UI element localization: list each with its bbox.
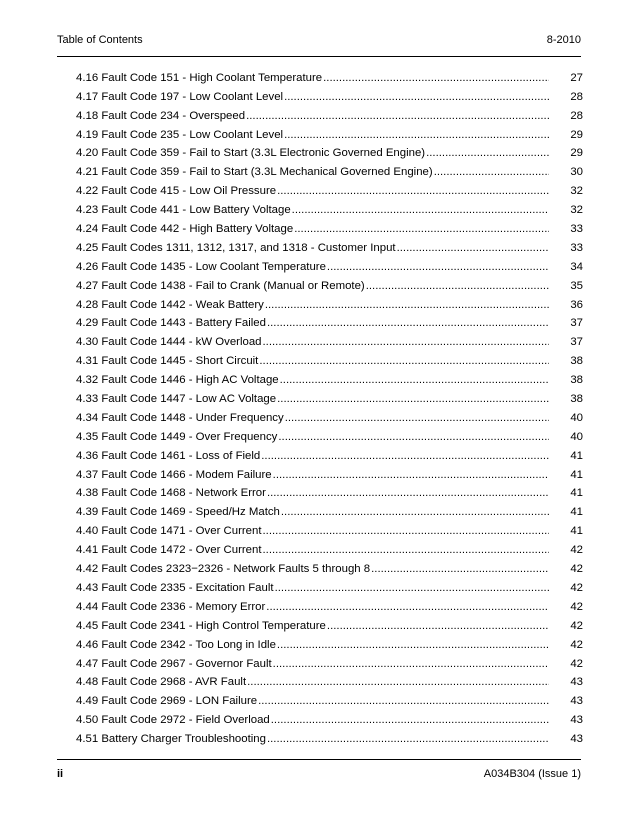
toc-entry-title: 4.21 Fault Code 359 - Fail to Start (3.3L Mechanical Governed Engine) bbox=[76, 166, 433, 179]
toc-dot-leader bbox=[277, 638, 549, 652]
toc-entry-title: 4.24 Fault Code 442 - High Battery Voltage bbox=[76, 223, 294, 236]
toc-dot-leader bbox=[284, 128, 549, 142]
toc-entry-title: 4.18 Fault Code 234 - Overspeed bbox=[76, 109, 246, 122]
toc-dot-leader bbox=[263, 335, 549, 349]
toc-dot-leader bbox=[246, 109, 549, 123]
footer-divider bbox=[57, 759, 581, 760]
toc-dot-leader bbox=[366, 279, 549, 293]
toc-entry-title: 4.47 Fault Code 2967 - Governor Fault bbox=[76, 657, 272, 670]
toc-entry-page: 27 bbox=[570, 71, 583, 84]
toc-entry-page: 42 bbox=[570, 581, 583, 594]
toc-entry[interactable] bbox=[76, 614, 583, 633]
toc-dot-leader bbox=[266, 600, 549, 614]
toc-entry-title: 4.37 Fault Code 1466 - Modem Failure bbox=[76, 468, 272, 481]
toc-entry-page: 34 bbox=[570, 260, 583, 273]
toc-entry-page: 38 bbox=[570, 393, 583, 406]
toc-entry-title: 4.42 Fault Codes 2323−2326 - Network Faults 5 through 8 bbox=[76, 563, 371, 576]
toc-entry-title: 4.19 Fault Code 235 - Low Coolant Level bbox=[76, 128, 284, 141]
toc-entry-page: 38 bbox=[570, 355, 583, 368]
toc-dot-leader bbox=[267, 316, 549, 330]
page-header bbox=[57, 32, 581, 48]
toc-entry-page: 32 bbox=[570, 185, 583, 198]
toc-entry-page: 42 bbox=[570, 600, 583, 613]
toc-entry[interactable] bbox=[76, 519, 583, 538]
toc-entry-page: 41 bbox=[570, 487, 583, 500]
toc-entry[interactable] bbox=[76, 236, 583, 255]
toc-entry[interactable] bbox=[76, 312, 583, 331]
toc-entry-page: 41 bbox=[570, 449, 583, 462]
toc-dot-leader bbox=[292, 203, 549, 217]
toc-dot-leader bbox=[323, 71, 549, 85]
toc-entry-title: 4.50 Fault Code 2972 - Field Overload bbox=[76, 714, 270, 727]
toc-entry-page: 37 bbox=[570, 317, 583, 330]
toc-dot-leader bbox=[275, 581, 549, 595]
toc-entry-title: 4.40 Fault Code 1471 - Over Current bbox=[76, 525, 262, 538]
toc-dot-leader bbox=[327, 619, 549, 633]
toc-entry[interactable] bbox=[76, 66, 583, 85]
toc-entry-page: 33 bbox=[570, 223, 583, 236]
toc-entry[interactable] bbox=[76, 179, 583, 198]
toc-dot-leader bbox=[267, 486, 549, 500]
toc-entry[interactable] bbox=[76, 85, 583, 104]
page-footer bbox=[57, 766, 581, 782]
toc-entry[interactable] bbox=[76, 349, 583, 368]
toc-entry-page: 29 bbox=[570, 128, 583, 141]
toc-dot-leader bbox=[277, 392, 549, 406]
toc-dot-leader bbox=[327, 260, 549, 274]
header-divider bbox=[57, 56, 581, 57]
toc-entry[interactable] bbox=[76, 538, 583, 557]
toc-entry-page: 40 bbox=[570, 430, 583, 443]
toc-dot-leader bbox=[273, 468, 549, 482]
toc-entry[interactable] bbox=[76, 482, 583, 501]
toc-entry-title: 4.16 Fault Code 151 - High Coolant Temperature bbox=[76, 71, 323, 84]
toc-entry[interactable] bbox=[76, 463, 583, 482]
toc-entry[interactable] bbox=[76, 576, 583, 595]
toc-entry[interactable] bbox=[76, 274, 583, 293]
toc-dot-leader bbox=[397, 241, 549, 255]
toc-entry-page: 41 bbox=[570, 525, 583, 538]
toc-entry-page: 43 bbox=[570, 733, 583, 746]
toc-entry[interactable] bbox=[76, 727, 583, 746]
toc-entry-title: 4.30 Fault Code 1444 - kW Overload bbox=[76, 336, 262, 349]
toc-entry-page: 40 bbox=[570, 411, 583, 424]
toc-entry-page: 42 bbox=[570, 657, 583, 670]
toc-entry-title: 4.41 Fault Code 1472 - Over Current bbox=[76, 544, 262, 557]
toc-entry[interactable] bbox=[76, 425, 583, 444]
toc-entry[interactable] bbox=[76, 160, 583, 179]
toc-entry-title: 4.51 Battery Charger Troubleshooting bbox=[76, 733, 266, 746]
header-section-title: Table of Contents bbox=[57, 34, 143, 46]
toc-entry-title: 4.23 Fault Code 441 - Low Battery Voltage bbox=[76, 204, 291, 217]
toc-dot-leader bbox=[271, 713, 549, 727]
toc-dot-leader bbox=[247, 675, 549, 689]
toc-entry-title: 4.28 Fault Code 1442 - Weak Battery bbox=[76, 298, 264, 311]
toc-entry-page: 41 bbox=[570, 506, 583, 519]
toc-entry-title: 4.32 Fault Code 1446 - High AC Voltage bbox=[76, 374, 279, 387]
toc-entry[interactable] bbox=[76, 368, 583, 387]
toc-entry-title: 4.26 Fault Code 1435 - Low Coolant Temperature bbox=[76, 260, 326, 273]
toc-entry[interactable] bbox=[76, 123, 583, 142]
toc-dot-leader bbox=[294, 222, 549, 236]
toc-entry-title: 4.36 Fault Code 1461 - Loss of Field bbox=[76, 449, 261, 462]
toc-dot-leader bbox=[261, 449, 549, 463]
toc-dot-leader bbox=[284, 90, 549, 104]
toc-dot-leader bbox=[259, 354, 549, 368]
toc-entry[interactable] bbox=[76, 652, 583, 671]
toc-entry-page: 33 bbox=[570, 241, 583, 254]
toc-dot-leader bbox=[426, 146, 549, 160]
toc-entry[interactable] bbox=[76, 255, 583, 274]
toc-entry-page: 43 bbox=[570, 676, 583, 689]
toc-entry[interactable] bbox=[76, 689, 583, 708]
toc-dot-leader bbox=[267, 732, 549, 746]
toc-entry[interactable] bbox=[76, 104, 583, 123]
toc-entry-page: 36 bbox=[570, 298, 583, 311]
header-date: 8-2010 bbox=[546, 34, 581, 46]
toc-entry-page: 35 bbox=[570, 279, 583, 292]
toc-entry[interactable] bbox=[76, 406, 583, 425]
toc-entry-title: 4.48 Fault Code 2968 - AVR Fault bbox=[76, 676, 247, 689]
toc-entry-page: 41 bbox=[570, 468, 583, 481]
toc-entry-page: 42 bbox=[570, 638, 583, 651]
toc-entry-title: 4.39 Fault Code 1469 - Speed/Hz Match bbox=[76, 506, 280, 519]
toc-entry-title: 4.31 Fault Code 1445 - Short Circuit bbox=[76, 355, 259, 368]
toc-dot-leader bbox=[285, 411, 549, 425]
toc-entry-page: 42 bbox=[570, 619, 583, 632]
toc-entry-page: 32 bbox=[570, 204, 583, 217]
toc-entry[interactable] bbox=[76, 293, 583, 312]
toc-entry-page: 38 bbox=[570, 374, 583, 387]
toc-entry[interactable] bbox=[76, 444, 583, 463]
toc-dot-leader bbox=[281, 505, 549, 519]
toc-entry-page: 37 bbox=[570, 336, 583, 349]
toc-entry[interactable] bbox=[76, 330, 583, 349]
toc-entry-title: 4.33 Fault Code 1447 - Low AC Voltage bbox=[76, 393, 277, 406]
toc-dot-leader bbox=[280, 373, 549, 387]
toc-entry[interactable] bbox=[76, 198, 583, 217]
footer-document-id: A034B304 (Issue 1) bbox=[483, 768, 581, 780]
toc-entry-title: 4.25 Fault Codes 1311, 1312, 1317, and 1318 - Customer Input bbox=[76, 241, 396, 254]
toc-entry-title: 4.35 Fault Code 1449 - Over Frequency bbox=[76, 430, 278, 443]
toc-entry[interactable] bbox=[76, 142, 583, 161]
footer-page-number: ii bbox=[57, 768, 64, 780]
toc-entry-title: 4.38 Fault Code 1468 - Network Error bbox=[76, 487, 266, 500]
toc-entry[interactable] bbox=[76, 500, 583, 519]
toc-dot-leader bbox=[273, 657, 549, 671]
toc-dot-leader bbox=[263, 543, 549, 557]
toc-entry-title: 4.20 Fault Code 359 - Fail to Start (3.3L Electronic Governed Engine) bbox=[76, 147, 426, 160]
toc-entry[interactable] bbox=[76, 633, 583, 652]
toc-dot-leader bbox=[278, 430, 549, 444]
toc-entry-title: 4.46 Fault Code 2342 - Too Long in Idle bbox=[76, 638, 276, 651]
toc-entry-title: 4.45 Fault Code 2341 - High Control Temperature bbox=[76, 619, 326, 632]
toc-entry[interactable] bbox=[76, 708, 583, 727]
toc-entry-title: 4.43 Fault Code 2335 - Excitation Fault bbox=[76, 581, 274, 594]
toc-dot-leader bbox=[263, 524, 549, 538]
toc-entry-page: 28 bbox=[570, 109, 583, 122]
toc-dot-leader bbox=[277, 184, 549, 198]
toc-entry-page: 43 bbox=[570, 695, 583, 708]
toc-entry-title: 4.49 Fault Code 2969 - LON Failure bbox=[76, 695, 258, 708]
toc-entry[interactable] bbox=[76, 595, 583, 614]
toc-entry-title: 4.27 Fault Code 1438 - Fail to Crank (Manual or Remote) bbox=[76, 279, 365, 292]
toc-entry-title: 4.22 Fault Code 415 - Low Oil Pressure bbox=[76, 185, 277, 198]
table-of-contents bbox=[76, 66, 583, 746]
toc-entry-title: 4.17 Fault Code 197 - Low Coolant Level bbox=[76, 90, 284, 103]
toc-entry-page: 28 bbox=[570, 90, 583, 103]
toc-entry-page: 43 bbox=[570, 714, 583, 727]
toc-dot-leader bbox=[265, 298, 549, 312]
toc-dot-leader bbox=[434, 165, 549, 179]
toc-entry-page: 42 bbox=[570, 563, 583, 576]
toc-entry[interactable] bbox=[76, 387, 583, 406]
toc-entry[interactable] bbox=[76, 217, 583, 236]
toc-dot-leader bbox=[371, 562, 549, 576]
toc-dot-leader bbox=[258, 694, 549, 708]
toc-entry-page: 29 bbox=[570, 147, 583, 160]
toc-entry-page: 30 bbox=[570, 166, 583, 179]
toc-entry-title: 4.44 Fault Code 2336 - Memory Error bbox=[76, 600, 266, 613]
toc-entry-title: 4.29 Fault Code 1443 - Battery Failed bbox=[76, 317, 266, 330]
toc-entry[interactable] bbox=[76, 671, 583, 690]
toc-entry-title: 4.34 Fault Code 1448 - Under Frequency bbox=[76, 411, 284, 424]
toc-entry[interactable] bbox=[76, 557, 583, 576]
toc-entry-page: 42 bbox=[570, 544, 583, 557]
